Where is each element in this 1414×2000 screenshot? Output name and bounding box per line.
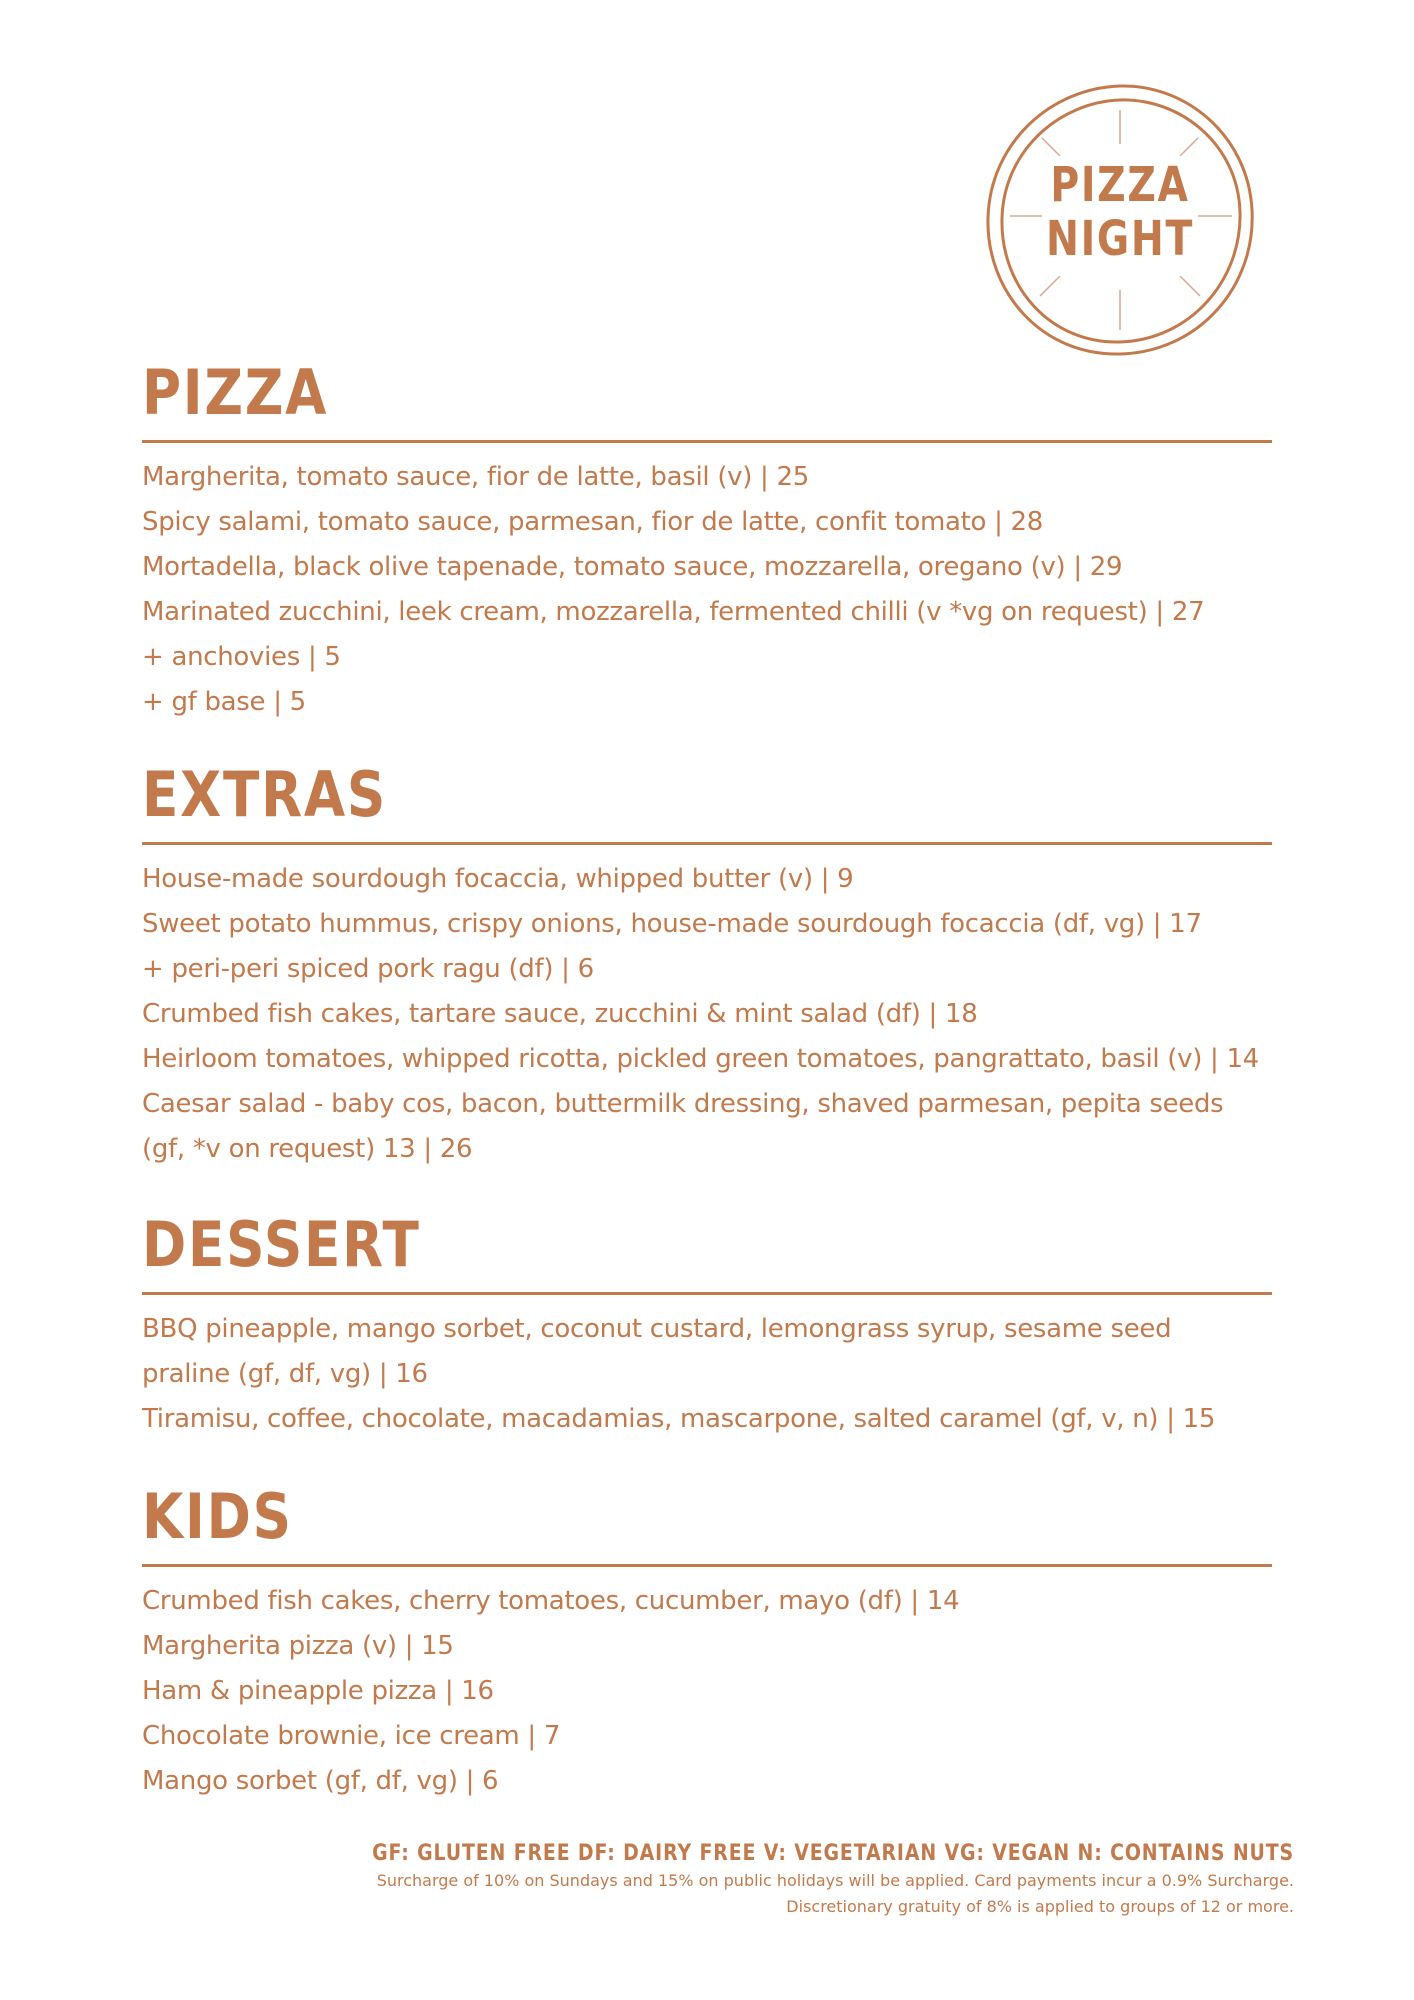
section-divider: [142, 1564, 1272, 1567]
gratuity-note: Discretionary gratuity of 8% is applied to groups of 12 or more.: [786, 1897, 1294, 1916]
section-dessert: [142, 1208, 1272, 1442]
menu-item: BBQ pineapple, mango sorbet, coconut custard, lemongrass syrup, sesame seed: [142, 1314, 1172, 1344]
menu-item: Spicy salami, tomato sauce, parmesan, fior de latte, confit tomato | 28: [142, 507, 1044, 537]
menu-item: Marinated zucchini, leek cream, mozzarella, fermented chilli (v *vg on request) | 27: [142, 597, 1205, 627]
menu-item: Crumbed fish cakes, cherry tomatoes, cucumber, mayo (df) | 14: [142, 1586, 960, 1616]
menu-item: House-made sourdough focaccia, whipped butter (v) | 9: [142, 864, 854, 894]
logo-line-1: PIZZA: [1050, 157, 1190, 213]
section-extras: [142, 758, 1272, 1172]
pizza-night-logo: [980, 80, 1260, 360]
menu-item: + peri-peri spiced pork ragu (df) | 6: [142, 954, 594, 984]
menu-item: Ham & pineapple pizza | 16: [142, 1676, 494, 1706]
menu-item: + anchovies | 5: [142, 642, 341, 672]
menu-items: [142, 455, 1272, 725]
dietary-legend: GF: GLUTEN FREE DF: DAIRY FREE V: VEGETARIAN VG: VEGAN N: CONTAINS NUTS: [372, 1841, 1294, 1866]
menu-item: Caesar salad - baby cos, bacon, buttermilk dressing, shaved parmesan, pepita seeds: [142, 1089, 1224, 1119]
menu-items: [142, 857, 1272, 1172]
section-title: KIDS: [142, 1480, 293, 1553]
footer: [194, 1840, 1294, 1920]
menu-item: Mortadella, black olive tapenade, tomato sauce, mozzarella, oregano (v) | 29: [142, 552, 1123, 582]
menu-item: (gf, *v on request) 13 | 26: [142, 1134, 473, 1164]
menu-items: [142, 1579, 1272, 1804]
section-pizza: [142, 356, 1272, 725]
menu-item: Mango sorbet (gf, df, vg) | 6: [142, 1766, 499, 1796]
menu-item: Heirloom tomatoes, whipped ricotta, pickled green tomatoes, pangrattato, basil (v) | 14: [142, 1044, 1259, 1074]
section-title: EXTRAS: [142, 758, 387, 831]
menu-item: Margherita, tomato sauce, fior de latte, basil (v) | 25: [142, 462, 809, 492]
menu-item: Margherita pizza (v) | 15: [142, 1631, 454, 1661]
menu-item: Crumbed fish cakes, tartare sauce, zucchini & mint salad (df) | 18: [142, 999, 978, 1029]
logo-text: [1005, 158, 1235, 266]
section-divider: [142, 842, 1272, 845]
section-divider: [142, 440, 1272, 443]
section-divider: [142, 1292, 1272, 1295]
section-title: PIZZA: [142, 356, 329, 429]
menu-item: praline (gf, df, vg) | 16: [142, 1359, 428, 1389]
surcharge-note: Surcharge of 10% on Sundays and 15% on public holidays will be applied. Card payments incur a 0.9% Surcharge.: [376, 1871, 1294, 1890]
menu-items: [142, 1307, 1272, 1442]
logo-line-2: NIGHT: [1046, 211, 1194, 267]
section-kids: [142, 1480, 1272, 1804]
menu-item: + gf base | 5: [142, 687, 306, 717]
menu-item: Tiramisu, coffee, chocolate, macadamias, mascarpone, salted caramel (gf, v, n) | 15: [142, 1404, 1216, 1434]
menu-item: Sweet potato hummus, crispy onions, house-made sourdough focaccia (df, vg) | 17: [142, 909, 1202, 939]
section-title: DESSERT: [142, 1208, 421, 1281]
menu-item: Chocolate brownie, ice cream | 7: [142, 1721, 561, 1751]
